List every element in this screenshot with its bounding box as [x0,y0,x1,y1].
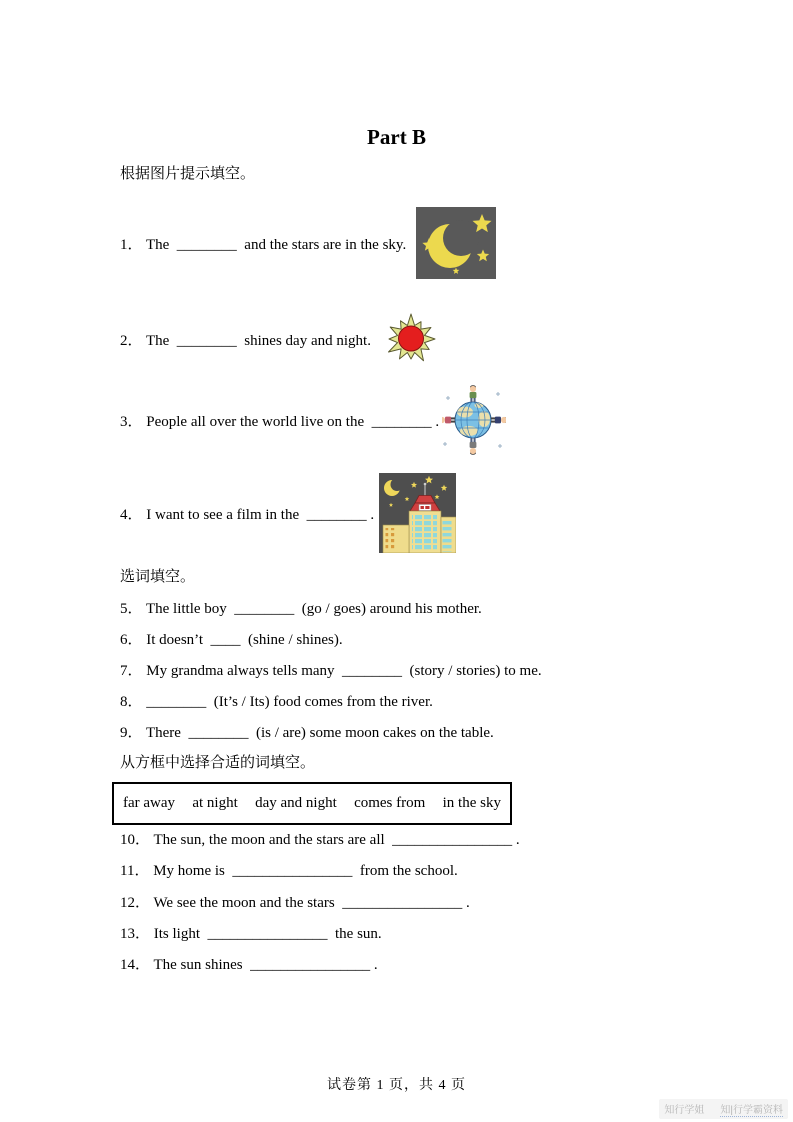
child-figure [491,417,506,424]
question-10-text: 10． The sun, the moon and the stars are all ________________ . [120,832,520,848]
child-figure [470,438,477,455]
question-13-text: 13． Its light ________________ the sun. [120,926,382,942]
question-8-text: 8． ________ (It’s / Its) food comes from the river. [120,694,433,710]
question-3-text: 3． People all over the world live on the ________ . [120,413,440,430]
question-row-2 [120,313,439,365]
question-2-text: 2． The ________ shines day and night. [120,332,371,349]
watermark-left: 知行学姐 [664,1105,705,1116]
earth-with-children-image [442,384,506,456]
word-box-item: day and night [255,795,337,811]
moon-and-stars-image [416,207,496,279]
question-7-text: 7． My grandma always tells many ________ (story / stories) to me. [120,663,542,679]
word-box-item: far away [123,795,176,811]
page-title: Part B [367,125,426,149]
question-14-text: 14． The sun shines ________________ . [120,957,378,973]
cinema-roof [415,496,435,504]
watermark-right: 知|行学霸资料 [720,1101,783,1117]
sun-image [383,313,439,365]
cinema-windows [412,514,437,551]
word-box-instruction: 从方框中选择合适的词填空。 [120,755,316,771]
word-choice-instruction: 选词填空。 [120,569,196,585]
question-row-1 [120,207,496,279]
word-box-item: at night [192,795,238,811]
question-12-text: 12． We see the moon and the stars ________________ . [120,895,470,911]
question-row-4 [120,473,456,553]
child-figure [442,417,455,424]
question-6-text: 6． It doesn’t ____ (shine / shines). [120,632,343,648]
page-footer: 试卷第 1 页，共 4 页 [327,1078,466,1093]
child-figure [470,385,477,402]
picture-section-instruction: 根据图片提示填空。 [120,166,256,182]
cinema-at-night-image [379,473,456,553]
question-9-text: 9． There ________ (is / are) some moon cakes on the table. [120,725,494,741]
word-box [112,782,512,825]
watermark [659,1099,788,1119]
question-1-text: 1． The ________ and the stars are in the sky. [120,236,407,253]
word-box-item: comes from [354,795,426,811]
question-11-text: 11． My home is ________________ from the school. [120,863,458,879]
question-5-text: 5． The little boy ________ (go / goes) around his mother. [120,601,482,617]
question-row-3 [120,385,506,455]
question-4-text: 4． I want to see a film in the ________ . [120,506,375,523]
word-box-item: in the sky [442,795,501,811]
